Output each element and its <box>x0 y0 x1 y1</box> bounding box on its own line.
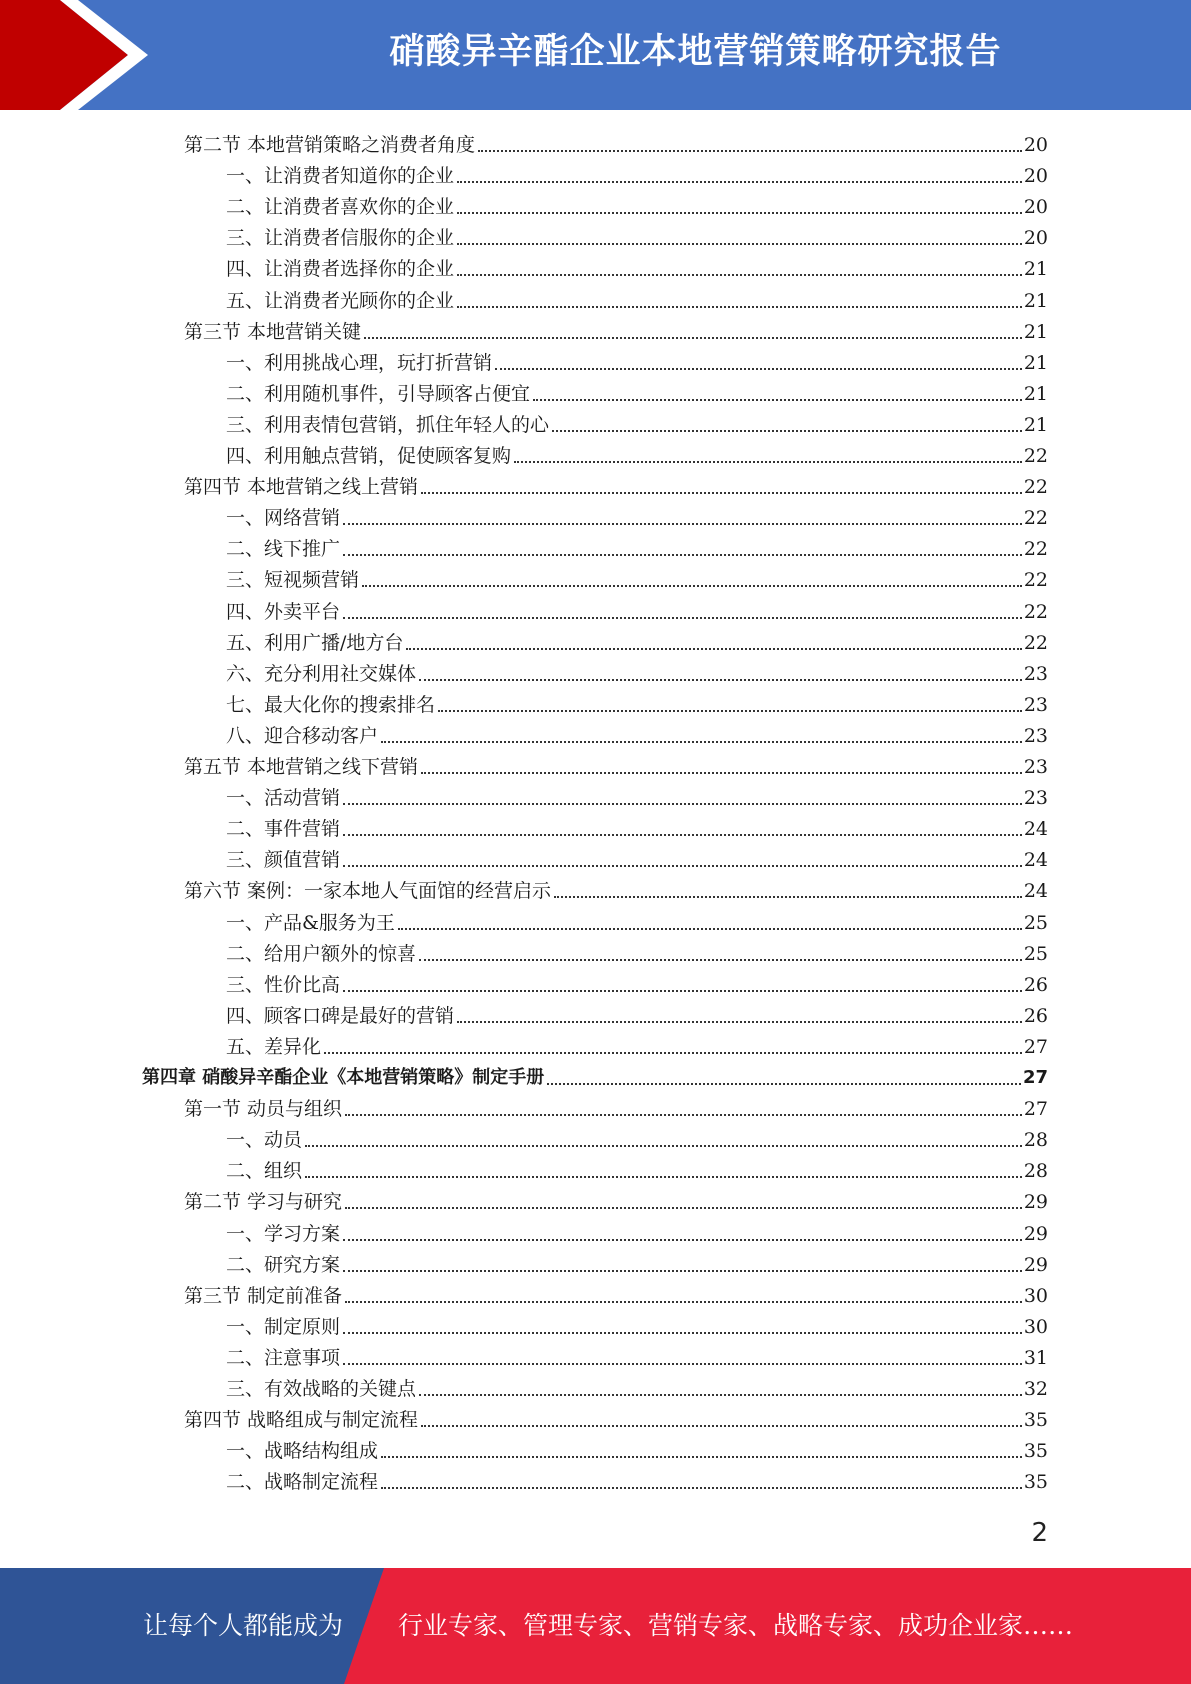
toc-item-entry[interactable] <box>226 842 1048 873</box>
toc-dot-leader <box>406 648 1021 650</box>
toc-entry-page: 20 <box>1023 165 1048 188</box>
toc-entry-label: 第二节 本地营销策略之消费者角度 <box>184 134 476 156</box>
toc-entry-label: 第三节 本地营销关键 <box>184 320 362 343</box>
toc-chapter-entry[interactable] <box>142 1060 1048 1091</box>
toc-item-entry[interactable] <box>226 1340 1048 1371</box>
toc-entry-label: 七、最大化你的搜索排名 <box>226 693 436 716</box>
toc-entry-label: 一、利用挑战心理，玩打折营销 <box>226 351 493 374</box>
toc-entry-page: 32 <box>1023 1378 1048 1400</box>
toc-entry-page: 27 <box>1023 1035 1048 1058</box>
toc-entry-page: 24 <box>1023 818 1048 841</box>
toc-dot-leader <box>343 990 1022 992</box>
toc-entry-label: 一、活动营销 <box>226 787 341 810</box>
toc-entry-label: 八、迎合移动客户 <box>226 724 379 747</box>
toc-entry-page: 22 <box>1023 631 1048 654</box>
header-banner <box>0 0 1191 110</box>
toc-entry-page: 21 <box>1023 289 1048 312</box>
toc-section-entry[interactable] <box>184 749 1048 780</box>
toc-entry-label: 一、学习方案 <box>226 1222 341 1245</box>
toc-section-entry[interactable] <box>184 469 1048 500</box>
toc-entry-label: 第一节 动员与组织 <box>184 1098 343 1121</box>
toc-dot-leader <box>364 337 1022 339</box>
toc-entry-label: 五、利用广播/地方台 <box>226 631 404 654</box>
toc-entry-label: 一、制定原则 <box>226 1315 341 1338</box>
toc-dot-leader <box>421 1425 1022 1427</box>
toc-dot-leader <box>381 1456 1022 1458</box>
toc-dot-leader <box>457 212 1022 214</box>
toc-item-entry[interactable] <box>226 562 1048 593</box>
toc-item-entry[interactable] <box>226 998 1048 1029</box>
toc-entry-page: 35 <box>1023 1409 1048 1432</box>
toc-entry-page: 21 <box>1023 413 1048 436</box>
toc-section-entry[interactable] <box>184 127 1048 158</box>
toc-item-entry[interactable] <box>226 656 1048 687</box>
toc-dot-leader <box>457 243 1022 245</box>
toc-dot-leader <box>345 1301 1022 1303</box>
toc-entry-label: 三、性价比高 <box>226 973 341 996</box>
toc-entry-page: 20 <box>1023 196 1048 219</box>
toc-item-entry[interactable] <box>226 967 1048 998</box>
toc-dot-leader <box>457 306 1022 308</box>
toc-entry-label: 第三节 制定前准备 <box>184 1284 343 1307</box>
toc-entry-label: 五、让消费者光顾你的企业 <box>226 289 455 312</box>
toc-dot-leader <box>398 928 1022 930</box>
toc-section-entry[interactable] <box>184 314 1048 345</box>
toc-entry-page: 23 <box>1023 662 1048 685</box>
toc-item-entry[interactable] <box>226 811 1048 842</box>
footer-slogan-lead: 让每个人都能成为 <box>143 1611 344 1640</box>
toc-entry-label: 一、产品&服务为王 <box>226 911 395 934</box>
toc-dot-leader <box>495 368 1022 370</box>
toc-entry-page: 24 <box>1023 849 1048 872</box>
toc-dot-leader <box>552 430 1022 432</box>
toc-entry-page: 23 <box>1023 693 1048 716</box>
toc-item-entry[interactable] <box>226 1029 1048 1060</box>
report-title: 硝酸异辛酯企业本地营销策略研究报告 <box>389 32 1002 72</box>
toc-entry-page: 22 <box>1023 569 1048 592</box>
toc-entry-label: 一、战略结构组成 <box>226 1440 379 1463</box>
toc-dot-leader <box>438 710 1022 712</box>
toc-entry-label: 三、有效战略的关键点 <box>226 1378 417 1400</box>
toc-dot-leader <box>343 523 1022 525</box>
footer-banner <box>0 1568 1191 1684</box>
toc-entry-label: 第四节 战略组成与制定流程 <box>184 1409 419 1432</box>
toc-entry-label: 四、外卖平台 <box>226 600 341 623</box>
toc-entry-page: 35 <box>1023 1440 1048 1463</box>
toc-entry-page: 21 <box>1023 351 1048 374</box>
red-chevron-icon <box>0 0 200 110</box>
toc-entry-label: 第六节 案例：一家本地人气面馆的经营启示 <box>184 880 552 903</box>
toc-entry-label: 三、让消费者信服你的企业 <box>226 227 455 250</box>
toc-dot-leader <box>343 1332 1022 1334</box>
toc-dot-leader <box>343 865 1022 867</box>
toc-dot-leader <box>381 1487 1022 1489</box>
toc-entry-label: 二、战略制定流程 <box>226 1471 379 1494</box>
toc-item-entry[interactable] <box>226 1122 1048 1153</box>
toc-entry-label: 二、利用随机事件，引导顾客占便宜 <box>226 382 531 405</box>
toc-dot-leader <box>457 274 1022 276</box>
toc-entry-page: 23 <box>1023 724 1048 747</box>
toc-item-entry[interactable] <box>226 780 1048 811</box>
toc-entry-label: 第四章 硝酸异辛酯企业《本地营销策略》制定手册 <box>142 1067 545 1088</box>
toc-entry-page: 23 <box>1023 756 1048 778</box>
toc-entry-page: 26 <box>1023 1004 1048 1027</box>
toc-entry-page: 27 <box>1022 1067 1048 1088</box>
toc-dot-leader <box>514 461 1022 463</box>
toc-dot-leader <box>421 772 1022 774</box>
page-number: 2 <box>1031 1518 1048 1548</box>
toc-entry-page: 20 <box>1023 227 1048 250</box>
toc-entry-label: 一、让消费者知道你的企业 <box>226 165 455 188</box>
toc-dot-leader <box>305 1176 1022 1178</box>
toc-entry-label: 二、让消费者喜欢你的企业 <box>226 196 455 219</box>
toc-entry-label: 第二节 学习与研究 <box>184 1191 343 1214</box>
toc-entry-page: 21 <box>1023 320 1048 343</box>
toc-entry-label: 第五节 本地营销之线下营销 <box>184 756 419 778</box>
toc-dot-leader <box>457 1021 1022 1023</box>
toc-item-entry[interactable] <box>226 1153 1048 1184</box>
toc-dot-leader <box>547 1083 1021 1085</box>
toc-item-entry[interactable] <box>226 500 1048 531</box>
toc-item-entry[interactable] <box>226 1464 1048 1495</box>
toc-entry-label: 四、利用触点营销，促使顾客复购 <box>226 445 512 467</box>
toc-dot-leader <box>343 617 1022 619</box>
toc-entry-page: 28 <box>1023 1160 1048 1183</box>
toc-entry-page: 21 <box>1023 382 1048 405</box>
toc-entry-page: 22 <box>1023 445 1048 467</box>
toc-entry-page: 22 <box>1023 507 1048 530</box>
toc-item-entry[interactable] <box>226 158 1048 189</box>
toc-dot-leader <box>343 834 1022 836</box>
toc-item-entry[interactable] <box>226 220 1048 251</box>
toc-item-entry[interactable] <box>226 407 1048 438</box>
toc-entry-page: 27 <box>1023 1098 1048 1121</box>
toc-item-entry[interactable] <box>226 251 1048 282</box>
toc-dot-leader <box>457 181 1022 183</box>
toc-item-entry[interactable] <box>226 283 1048 314</box>
toc-entry-label: 四、顾客口碑是最好的营销 <box>226 1004 455 1027</box>
toc-dot-leader <box>421 492 1022 494</box>
toc-entry-label: 一、网络营销 <box>226 507 341 530</box>
footer-slogan-roles: 行业专家、管理专家、营销专家、战略专家、成功企业家…… <box>398 1611 1074 1640</box>
toc-item-entry[interactable] <box>226 1309 1048 1340</box>
toc-section-entry[interactable] <box>184 1091 1048 1122</box>
toc-entry-page: 35 <box>1023 1471 1048 1494</box>
toc-dot-leader <box>419 679 1022 681</box>
toc-item-entry[interactable] <box>226 1216 1048 1247</box>
toc-entry-page: 24 <box>1023 880 1048 903</box>
toc-section-entry[interactable] <box>184 1402 1048 1433</box>
toc-entry-label: 五、差异化 <box>226 1035 322 1058</box>
toc-item-entry[interactable] <box>226 625 1048 656</box>
toc-entry-label: 三、颜值营销 <box>226 849 341 872</box>
toc-dot-leader <box>324 1052 1022 1054</box>
toc-dot-leader <box>419 959 1022 961</box>
toc-dot-leader <box>478 150 1022 152</box>
toc-entry-label: 三、短视频营销 <box>226 569 360 592</box>
toc-entry-page: 26 <box>1023 973 1048 996</box>
toc-entry-page: 28 <box>1023 1129 1048 1152</box>
toc-dot-leader <box>343 554 1022 556</box>
toc-entry-page: 22 <box>1023 538 1048 561</box>
toc-entry-label: 二、组织 <box>226 1160 303 1183</box>
toc-entry-label: 第四节 本地营销之线上营销 <box>184 476 419 499</box>
toc-dot-leader <box>533 399 1022 401</box>
toc-item-entry[interactable] <box>226 438 1048 469</box>
toc-entry-page: 25 <box>1023 911 1048 934</box>
toc-entry-page: 30 <box>1023 1284 1048 1307</box>
toc-item-entry[interactable] <box>226 687 1048 718</box>
toc-entry-label: 四、让消费者选择你的企业 <box>226 258 455 281</box>
toc-item-entry[interactable] <box>226 1247 1048 1278</box>
toc-entry-label: 二、给用户额外的惊喜 <box>226 942 417 965</box>
toc-entry-label: 二、研究方案 <box>226 1253 341 1276</box>
toc-dot-leader <box>345 1207 1022 1209</box>
toc-entry-page: 23 <box>1023 787 1048 810</box>
toc-dot-leader <box>305 1145 1022 1147</box>
toc-dot-leader <box>343 803 1022 805</box>
toc-entry-page: 29 <box>1023 1191 1048 1214</box>
toc-entry-page: 21 <box>1023 258 1048 281</box>
toc-dot-leader <box>343 1363 1022 1365</box>
toc-entry-label: 六、充分利用社交媒体 <box>226 662 417 685</box>
toc-entry-page: 29 <box>1023 1253 1048 1276</box>
toc-item-entry[interactable] <box>226 1433 1048 1464</box>
toc-dot-leader <box>419 1394 1022 1396</box>
toc-dot-leader <box>343 1270 1022 1272</box>
toc-item-entry[interactable] <box>226 189 1048 220</box>
toc-entry-page: 25 <box>1023 942 1048 965</box>
toc-entry-page: 22 <box>1023 476 1048 499</box>
toc-entry-label: 二、注意事项 <box>226 1346 341 1369</box>
toc-section-entry[interactable] <box>184 873 1048 904</box>
toc-entry-page: 29 <box>1023 1222 1048 1245</box>
toc-item-entry[interactable] <box>226 936 1048 967</box>
toc-item-entry[interactable] <box>226 594 1048 625</box>
toc-entry-page: 30 <box>1023 1315 1048 1338</box>
toc-section-entry[interactable] <box>184 1278 1048 1309</box>
toc-item-entry[interactable] <box>226 376 1048 407</box>
toc-item-entry[interactable] <box>226 718 1048 749</box>
toc-dot-leader <box>343 1239 1022 1241</box>
toc-entry-label: 二、事件营销 <box>226 818 341 841</box>
toc-dot-leader <box>381 741 1022 743</box>
toc-dot-leader <box>362 585 1022 587</box>
toc-entry-label: 二、线下推广 <box>226 538 341 561</box>
toc-entry-label: 一、动员 <box>226 1129 303 1152</box>
toc-dot-leader <box>554 896 1022 898</box>
toc-item-entry[interactable] <box>226 1371 1048 1402</box>
toc-dot-leader <box>345 1114 1022 1116</box>
toc-entry-page: 31 <box>1023 1346 1048 1369</box>
toc-item-entry[interactable] <box>226 531 1048 562</box>
toc-section-entry[interactable] <box>184 1184 1048 1215</box>
toc-item-entry[interactable] <box>226 905 1048 936</box>
toc-item-entry[interactable] <box>226 345 1048 376</box>
toc-entry-label: 三、利用表情包营销，抓住年轻人的心 <box>226 413 550 436</box>
toc-entry-page: 22 <box>1023 600 1048 623</box>
toc-entry-page: 20 <box>1023 134 1048 156</box>
